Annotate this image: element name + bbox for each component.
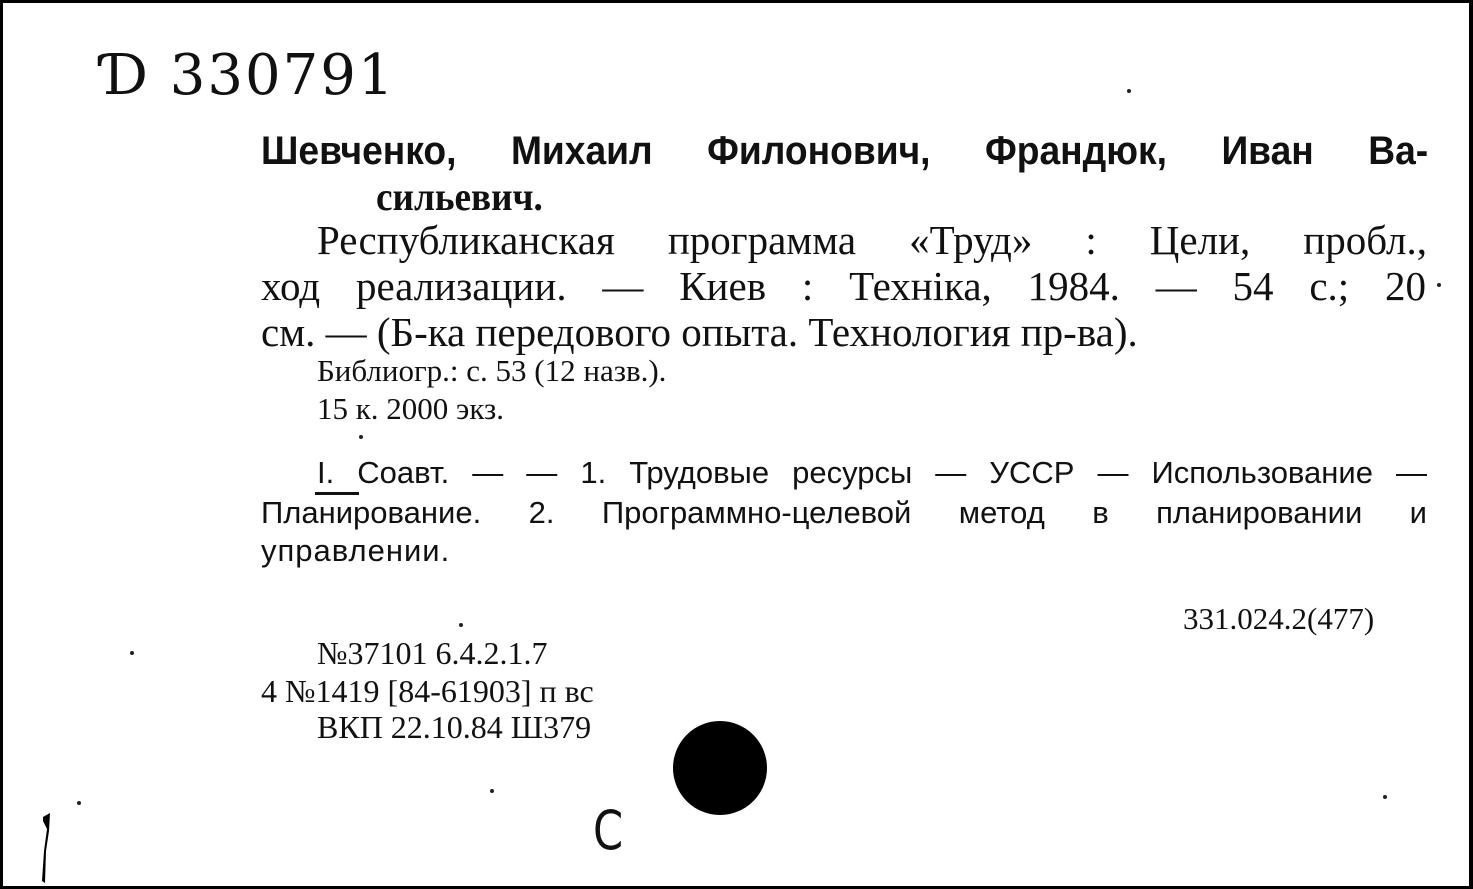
speck [130,651,134,655]
subjects-line-3: управлении. [261,533,451,568]
price-and-copies: 15 к. 2000 экз. [317,391,505,426]
speck [77,801,81,805]
subjects-line-2: Планирование. 2. Программно-целевой метод в планировании и [261,495,1427,530]
code-line-3: ВКП 22.10.84 Ш379 [317,709,592,745]
author-line-2: сильевич. [376,174,543,219]
catalog-number: Ɗ 330791 [103,43,396,108]
letter-mark: С [593,799,624,862]
udc-code: 331.024.2(477) [1183,601,1375,636]
code-line-2: 4 №1419 [84-61903] п вс [261,673,594,709]
speck [490,789,494,793]
speck [1383,795,1387,799]
title-line-1: Республиканская программа «Труд» : Цели, пробл., [317,217,1427,263]
handwritten-mark-icon [39,811,53,885]
bibliography-note: Библиогр.: с. 53 (12 назв.). [317,353,667,388]
title-line-2: ход реализации. — Киев : Техніка, 1984. — 54 с.; 20 [261,263,1426,309]
punch-hole [673,721,767,815]
speck [1127,89,1131,93]
author-line-1: Шевченко, Михаил Филонович, Франдюк, Иван Ва- [261,129,1429,173]
subjects-line-1: I. Соавт. — — 1. Трудовые ресурсы — УССР — Использование — [317,455,1427,490]
speck [359,435,363,439]
title-line-3: см. — (Б-ка передового опыта. Технология пр-ва). [261,309,1138,355]
speck [459,623,463,627]
speck [1437,283,1441,287]
code-line-1: №37101 6.4.2.1.7 [317,635,548,671]
